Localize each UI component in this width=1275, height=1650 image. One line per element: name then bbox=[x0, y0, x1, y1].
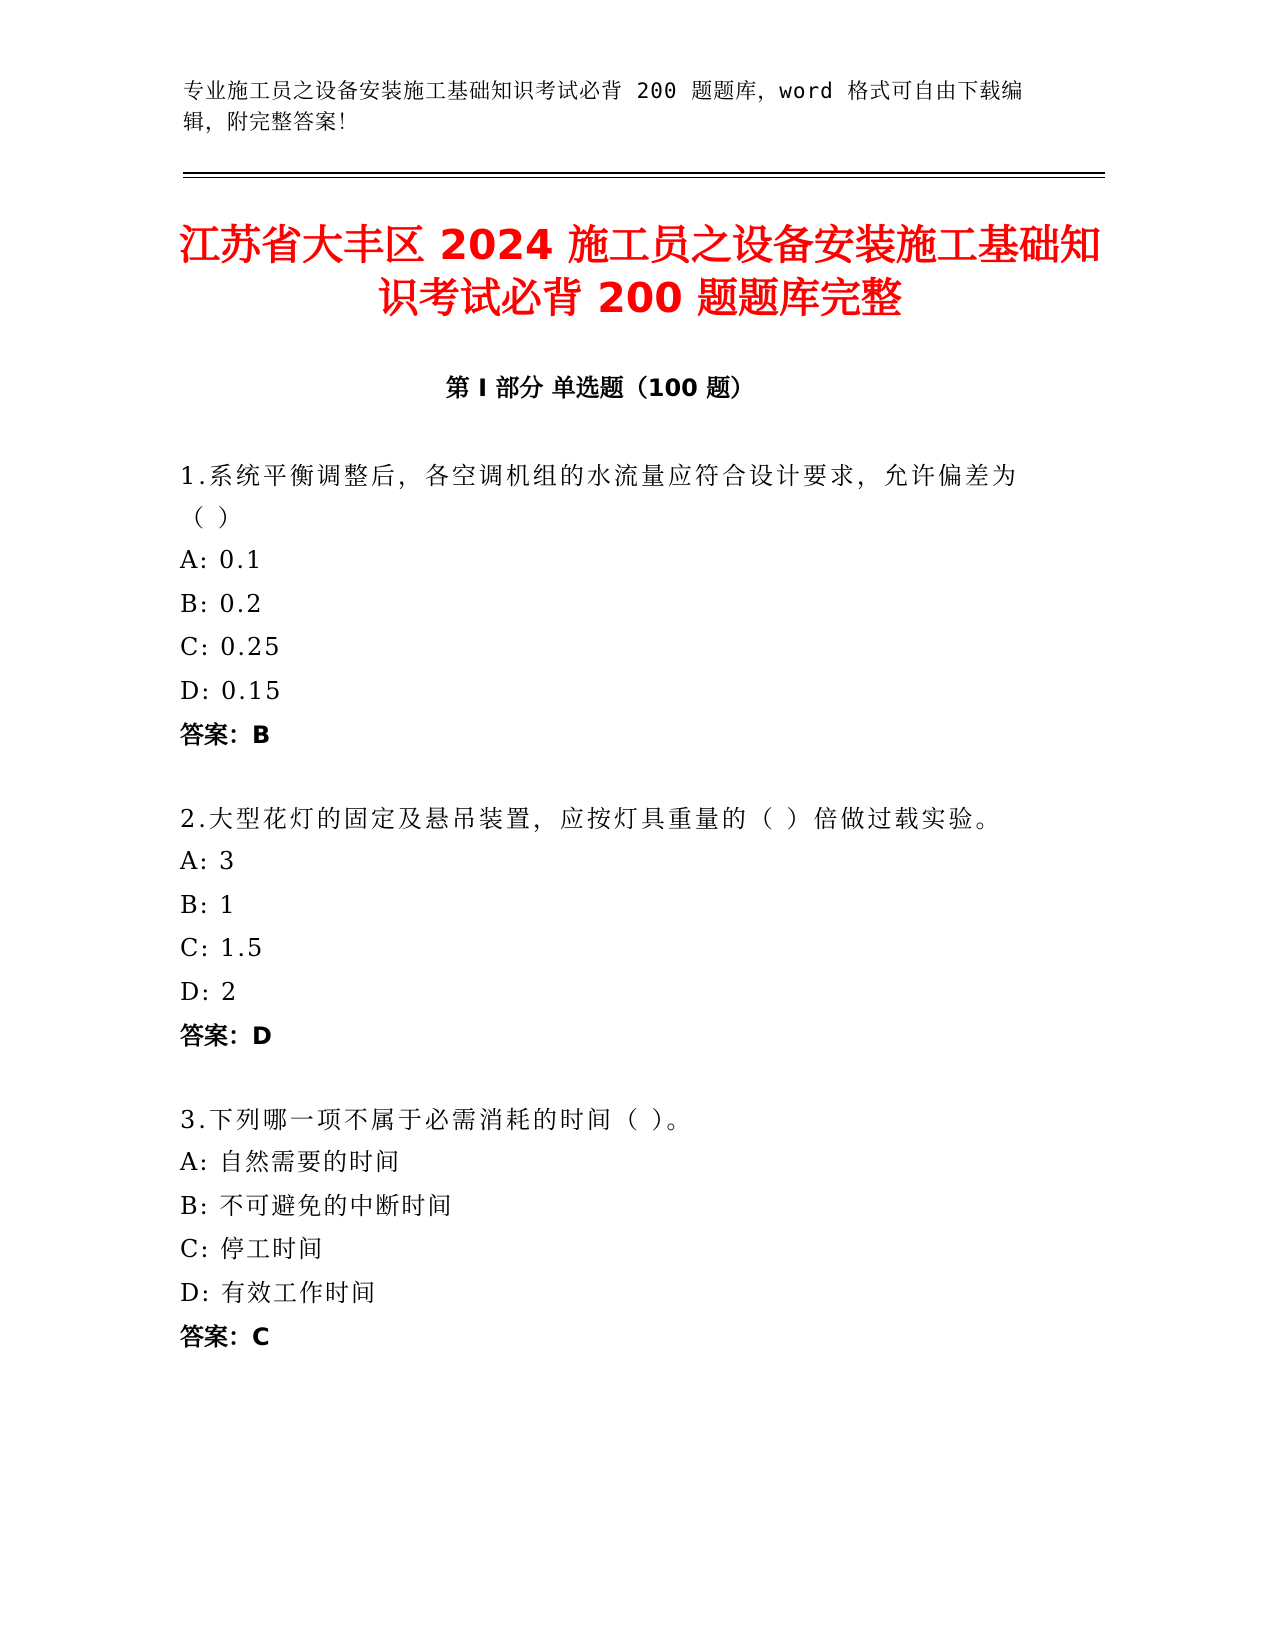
option-d: D: 有效工作时间 bbox=[180, 1278, 377, 1307]
document-title: 江苏省大丰区 2024 施工员之设备安装施工基础知识考试必背 200 题题库完整 bbox=[179, 221, 1101, 322]
answer: 答案：D bbox=[180, 1022, 272, 1050]
header-divider-thin bbox=[183, 177, 1105, 178]
option-d: D: 0.15 bbox=[180, 676, 283, 705]
question-stem: 3.下列哪一项不属于必需消耗的时间（ ）。 bbox=[180, 1106, 694, 1134]
answer: 答案：B bbox=[180, 721, 271, 749]
question-stem: 2.大型花灯的固定及悬吊装置，应按灯具重量的（ ）倍做过载实验。 bbox=[180, 805, 1003, 833]
option-c: C: 0.25 bbox=[180, 633, 282, 661]
option-b: B: 不可避免的中断时间 bbox=[180, 1191, 454, 1220]
header-note: 专业施工员之设备安装施工基础知识考试必背 200 题题库，word 格式可自由下载编辑，附完整答案！ bbox=[183, 79, 1024, 134]
question-3 bbox=[180, 1099, 1040, 1359]
option-a: A: 0.1 bbox=[180, 546, 264, 574]
question-stem: 1.系统平衡调整后，各空调机组的水流量应符合设计要求，允许偏差为（ ） bbox=[180, 462, 1019, 532]
option-b: B: 1 bbox=[180, 890, 237, 919]
option-d: D: 2 bbox=[180, 977, 239, 1006]
answer: 答案：C bbox=[180, 1323, 270, 1351]
question-list bbox=[180, 455, 1040, 1400]
option-c: C: 停工时间 bbox=[180, 1235, 325, 1263]
question-2 bbox=[180, 798, 1040, 1058]
option-c: C: 1.5 bbox=[180, 934, 265, 962]
header-divider-thick bbox=[183, 172, 1105, 174]
question-1 bbox=[180, 455, 1040, 757]
option-a: A: 3 bbox=[180, 847, 237, 875]
section-heading: 第 I 部分 单选题（100 题） bbox=[445, 374, 755, 402]
option-b: B: 0.2 bbox=[180, 589, 264, 618]
option-a: A: 自然需要的时间 bbox=[180, 1148, 402, 1176]
